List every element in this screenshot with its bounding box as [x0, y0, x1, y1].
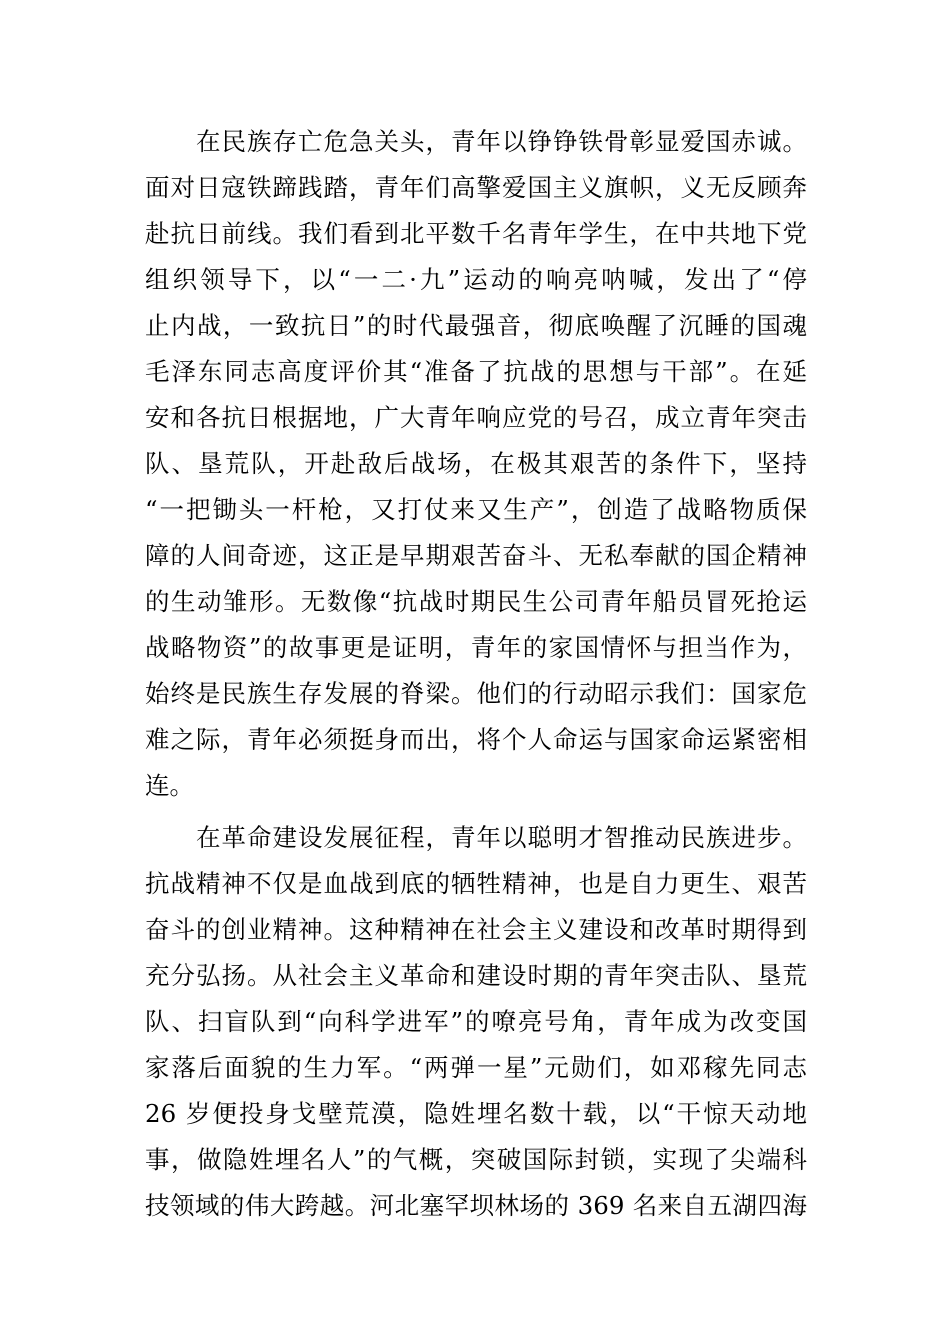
text-line: 队、扫盲队到“向科学进军”的嘹亮号角，青年成为改变国: [145, 1007, 807, 1036]
body-text: [145, 119, 807, 1229]
text-line: 技领域的伟大跨越。河北塞罕坝林场的 369 名来自五湖四海: [145, 1191, 807, 1220]
text-line: 赴抗日前线。我们看到北平数千名青年学生，在中共地下党: [145, 219, 807, 248]
text-line: 在革命建设发展征程，青年以聪明才智推动民族进步。: [145, 823, 807, 852]
text-line: 事，做隐姓埋名人”的气概，突破国际封锁，实现了尖端科: [145, 1145, 807, 1174]
text-line: 毛泽东同志高度评价其“准备了抗战的思想与干部”。在延: [145, 357, 807, 386]
paragraph-2: [145, 815, 807, 1229]
text-line: 难之际，青年必须挺身而出，将个人命运与国家命运紧密相: [145, 725, 807, 754]
text-line: 充分弘扬。从社会主义革命和建设时期的青年突击队、垦荒: [145, 961, 807, 990]
text-line: 止内战，一致抗日”的时代最强音，彻底唤醒了沉睡的国魂: [145, 311, 807, 340]
text-line: 奋斗的创业精神。这种精神在社会主义建设和改革时期得到: [145, 915, 807, 944]
text-line: 安和各抗日根据地，广大青年响应党的号召，成立青年突击: [145, 403, 807, 432]
text-line: 抗战精神不仅是血战到底的牺牲精神，也是自力更生、艰苦: [145, 869, 807, 898]
text-line: 始终是民族生存发展的脊梁。他们的行动昭示我们：国家危: [145, 679, 807, 708]
text-line: 队、垦荒队，开赴敌后战场，在极其艰苦的条件下，坚持: [145, 449, 807, 478]
text-line: 组织领导下，以“一二·九”运动的响亮呐喊，发出了“停: [145, 265, 807, 294]
text-line: 面对日寇铁蹄践踏，青年们高擎爱国主义旗帜，义无反顾奔: [145, 173, 807, 202]
text-line: 在民族存亡危急关头，青年以铮铮铁骨彰显爱国赤诚。: [145, 127, 807, 156]
text-line: 战略物资”的故事更是证明，青年的家国情怀与担当作为，: [145, 633, 807, 662]
text-line: 的生动雏形。无数像“抗战时期民生公司青年船员冒死抢运: [145, 587, 807, 616]
text-line: 连。: [145, 771, 194, 800]
text-line: 家落后面貌的生力军。“两弹一星”元勋们，如邓稼先同志: [145, 1053, 807, 1082]
text-line: “一把锄头一杆枪，又打仗来又生产”，创造了战略物质保: [145, 495, 807, 524]
text-line: 26 岁便投身戈壁荒漠，隐姓埋名数十载，以“干惊天动地: [145, 1099, 807, 1128]
text-line: 障的人间奇迹，这正是早期艰苦奋斗、无私奉献的国企精神: [145, 541, 807, 570]
paragraph-1: [145, 119, 807, 809]
